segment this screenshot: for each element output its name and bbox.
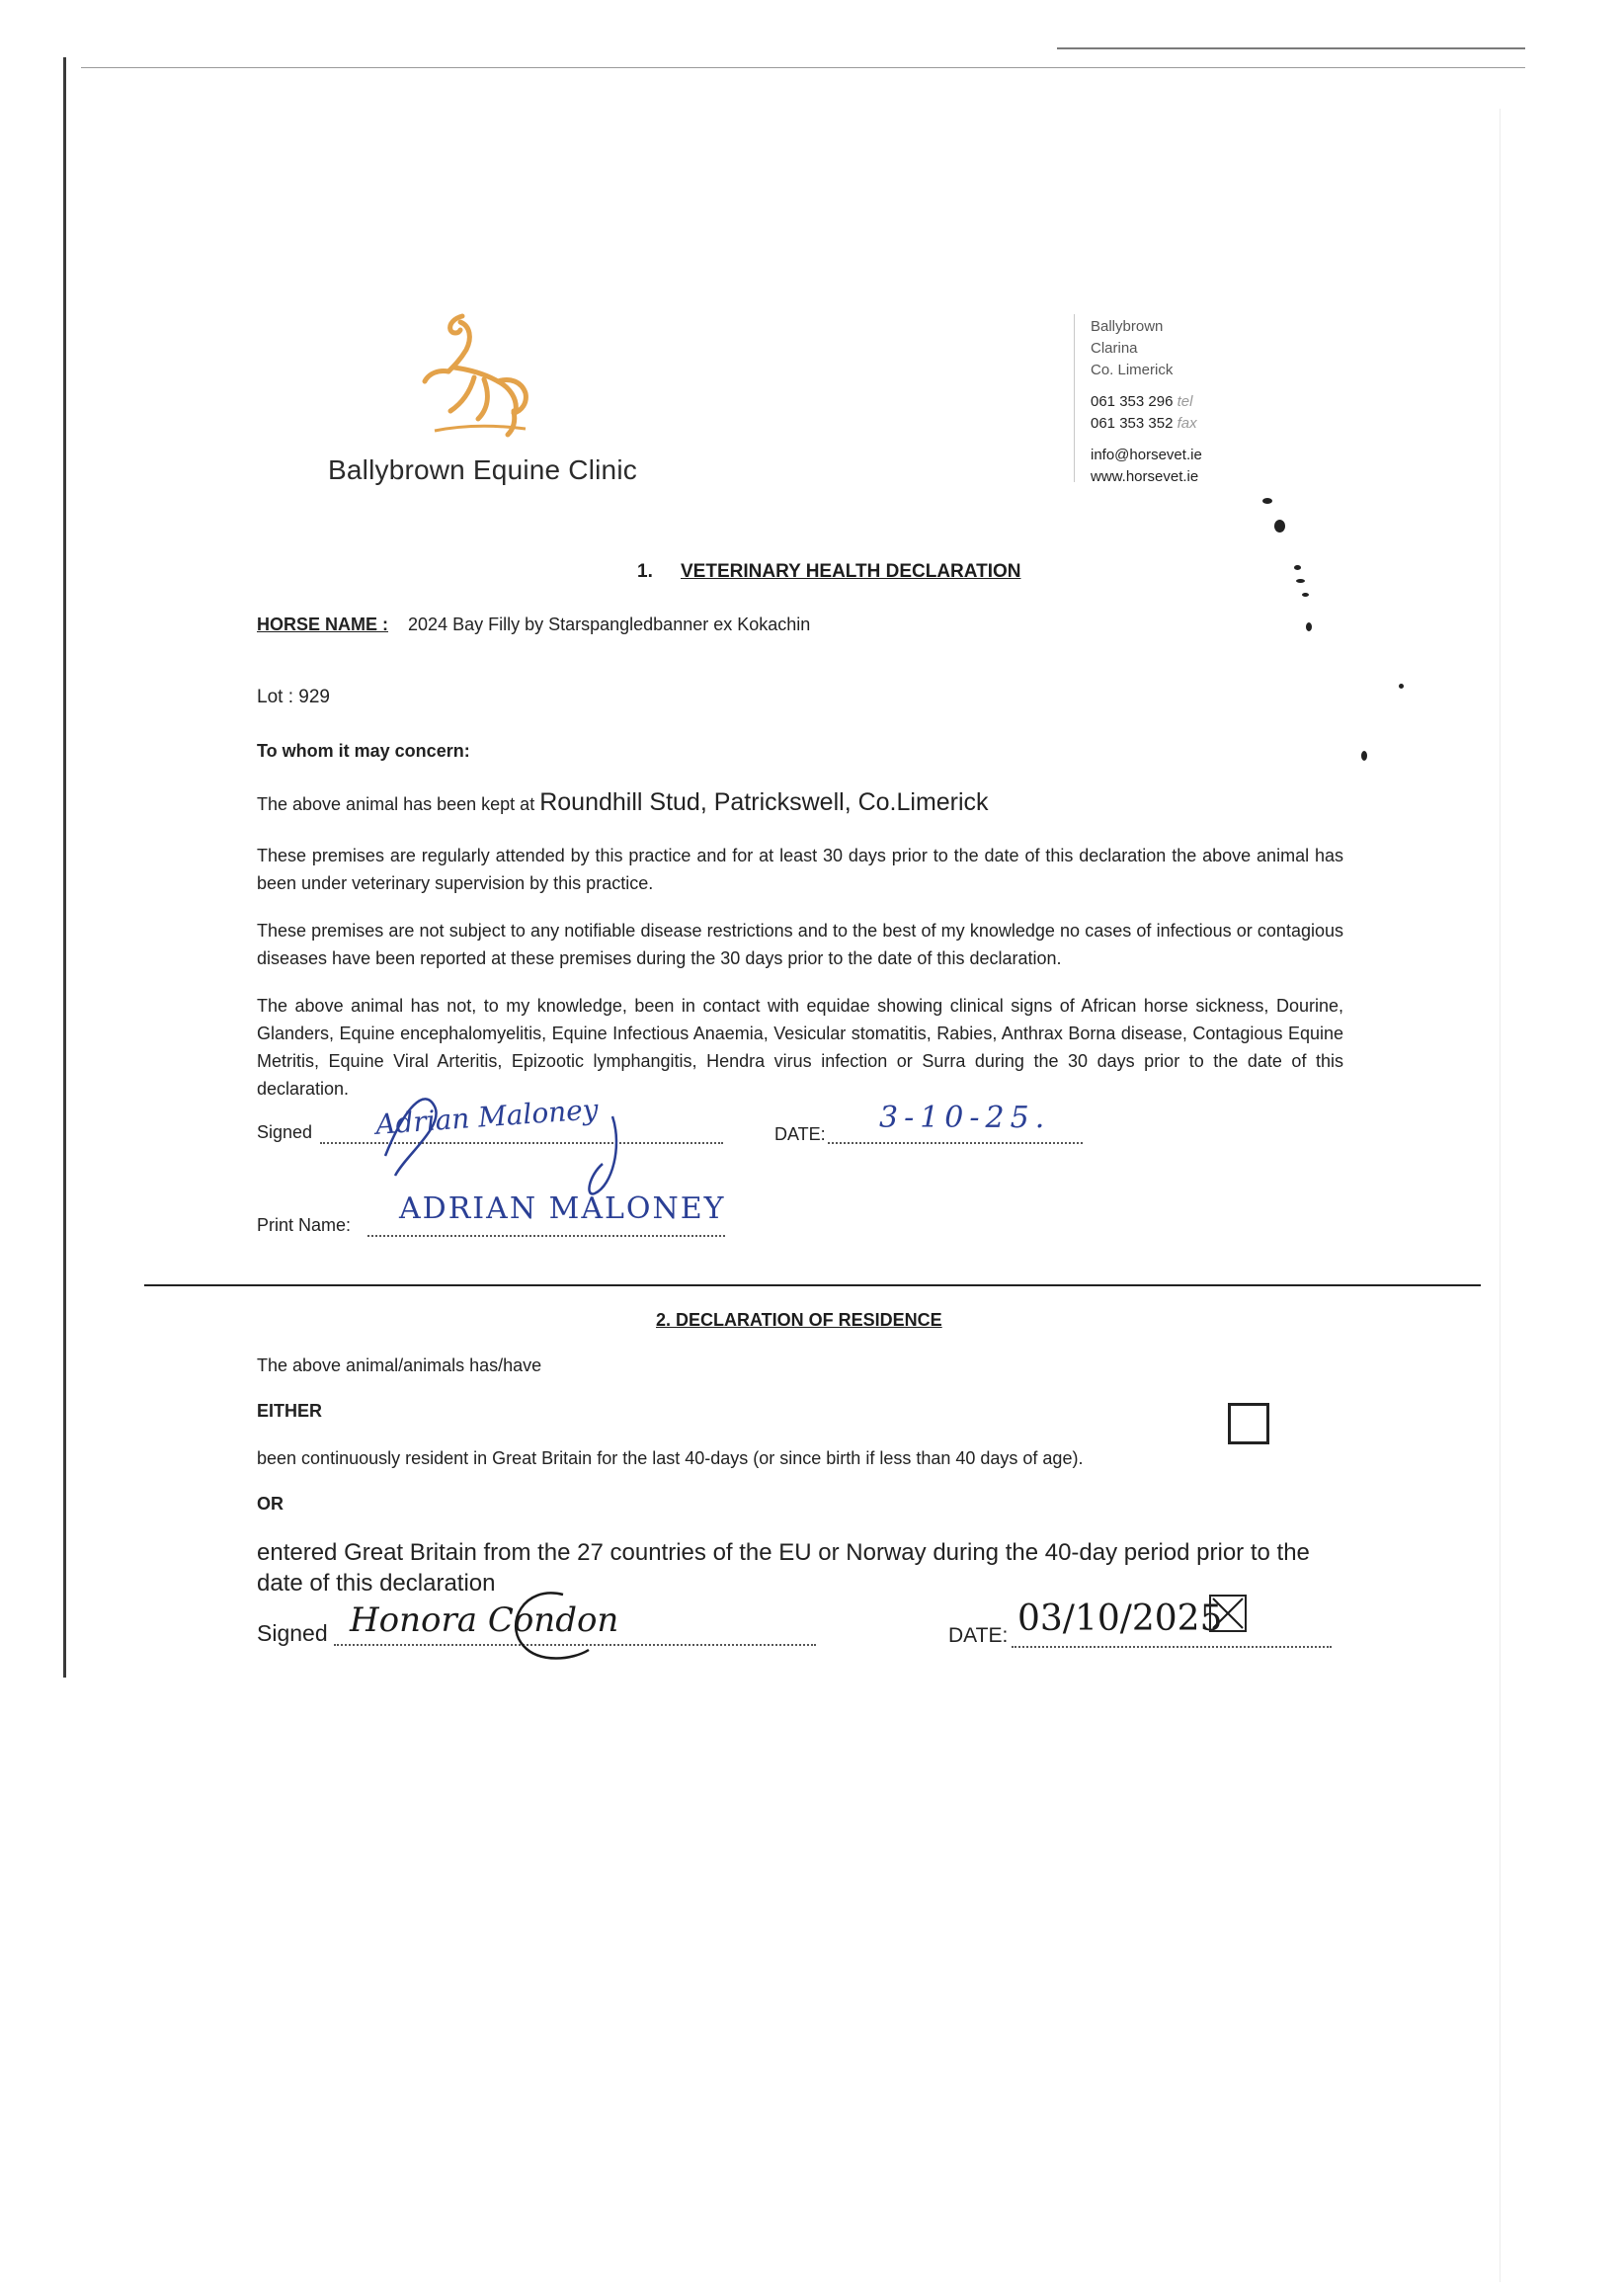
vet-signed-label: Signed bbox=[257, 1122, 313, 1142]
fax-label: fax bbox=[1177, 415, 1197, 432]
address-divider bbox=[1074, 314, 1075, 482]
clinic-tel bbox=[1091, 391, 1192, 413]
horse-name-label: HORSE NAME : bbox=[257, 615, 389, 634]
section-divider bbox=[144, 1284, 1481, 1286]
address-line-2: Clarina bbox=[1091, 340, 1138, 357]
vet-signature: Adrian Maloney bbox=[374, 1093, 600, 1141]
clinic-name: Ballybrown Equine Clinic bbox=[328, 454, 637, 485]
scan-edge-top-mark bbox=[1057, 47, 1525, 49]
print-name-value: ADRIAN MALONEY bbox=[399, 1191, 726, 1226]
scan-edge-right bbox=[1500, 109, 1501, 2282]
address-line-3: Co. Limerick bbox=[1091, 362, 1174, 378]
or-label: OR bbox=[257, 1494, 284, 1514]
tel-number: 061 353 296 bbox=[1091, 393, 1174, 410]
lot-number: Lot : 929 bbox=[257, 687, 330, 707]
section2-intro: The above animal/animals has/have bbox=[257, 1355, 542, 1375]
option1-text: been continuously resident in Great Britain for the last 40-days (or since birth if less than 40 days of age). bbox=[257, 1448, 1084, 1468]
address-line-1: Ballybrown bbox=[1091, 318, 1164, 335]
resident-date-value: 03/10/2025 bbox=[1017, 1599, 1223, 1639]
horse-logo-icon bbox=[415, 308, 533, 442]
section1-number: 1. bbox=[637, 561, 653, 582]
print-name-label: Print Name: bbox=[257, 1215, 352, 1235]
resident-date-label: DATE: bbox=[948, 1624, 1009, 1647]
clinic-email: info@horsevet.ie bbox=[1091, 447, 1202, 463]
kept-at-row bbox=[257, 788, 989, 818]
section2-title: 2. DECLARATION OF RESIDENCE bbox=[656, 1310, 942, 1330]
checkbox-cross-icon bbox=[1211, 1597, 1245, 1630]
horse-name-row bbox=[257, 611, 810, 638]
option1-checkbox[interactable] bbox=[1228, 1403, 1269, 1444]
tel-label: tel bbox=[1177, 393, 1193, 410]
kept-at-place: Roundhill Stud, Patrickswell, Co.Limerick bbox=[539, 788, 989, 816]
resident-signature-flourish bbox=[494, 1585, 603, 1674]
paragraph-supervision: These premises are regularly attended by this practice and for at least 30 days prior to the date of this declaration the above animal has been under veterinary supervision by this practice. bbox=[257, 846, 1343, 893]
vet-date-label: DATE: bbox=[774, 1124, 826, 1144]
option2-text: entered Great Britain from the 27 countries of the EU or Norway during the 40-day period prior to the date of this declaration bbox=[257, 1539, 1310, 1597]
vet-date-line bbox=[828, 1138, 1083, 1144]
vet-signature-flourish bbox=[365, 1077, 662, 1205]
scan-edge-left bbox=[63, 57, 66, 1678]
option2-checkbox[interactable] bbox=[1209, 1595, 1247, 1632]
vet-date-value: 3-10-25. bbox=[879, 1101, 1051, 1135]
resident-signature: Honora Condon bbox=[350, 1600, 619, 1640]
salutation: To whom it may concern: bbox=[257, 741, 470, 761]
paragraph-diseases: The above animal has not, to my knowledge, been in contact with equidae showing clinical signs of African horse sickness, Dourine, Glanders, Equine encephalomyelitis, Equine Infectious Anaemia, Vesicular stomatitis, Rabies, Anthrax Borna disease, Contagious Equine Metritis, Equine Viral Arteritis, Epizootic lymphangitis, Hendra virus infection or Surra during the 30 days prior to the date of this declaration. bbox=[257, 996, 1343, 1099]
paragraph-restrictions: These premises are not subject to any notifiable disease restrictions and to the best of my knowledge no cases of infectious or contagious diseases have been reported at these premises during the 30 days prior to the date of this declaration. bbox=[257, 921, 1343, 968]
scan-edge-top bbox=[81, 67, 1525, 68]
resident-signed-label: Signed bbox=[257, 1620, 328, 1646]
either-label: EITHER bbox=[257, 1401, 323, 1421]
clinic-web: www.horsevet.ie bbox=[1091, 468, 1199, 485]
horse-name-value: 2024 Bay Filly by Starspangledbanner ex Kokachin bbox=[408, 615, 811, 634]
clinic-fax bbox=[1091, 413, 1197, 435]
fax-number: 061 353 352 bbox=[1091, 415, 1174, 432]
kept-at-prefix: The above animal has been kept at bbox=[257, 794, 535, 814]
resident-date-line bbox=[1012, 1642, 1332, 1648]
section1-title: VETERINARY HEALTH DECLARATION bbox=[681, 561, 1021, 582]
print-name-line bbox=[367, 1231, 725, 1237]
